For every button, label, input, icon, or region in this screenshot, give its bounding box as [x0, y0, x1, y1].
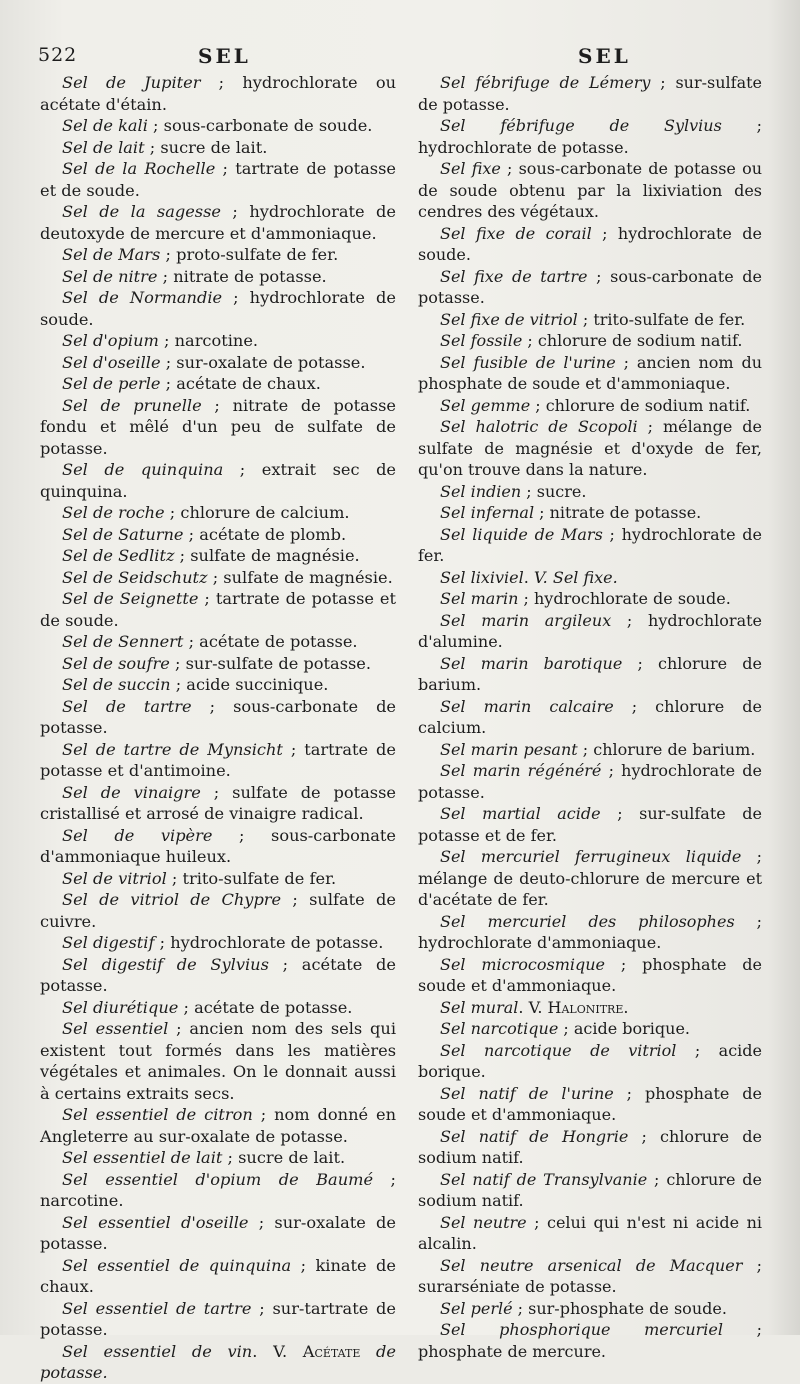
right-column — [418, 72, 762, 1362]
entry-definition: ; narcotine. — [40, 1169, 396, 1210]
entry-headword: Sel d'oseille — [62, 352, 161, 372]
dictionary-entry — [418, 72, 762, 115]
dictionary-entry — [40, 137, 396, 159]
dictionary-entry — [40, 1255, 396, 1298]
dictionary-entry — [418, 1040, 762, 1083]
dictionary-entry — [418, 115, 762, 158]
dictionary-entry — [40, 201, 396, 244]
entry-headword: Sel de la sagesse — [62, 202, 221, 221]
entry-definition: ; chlorure de sodium natif. — [418, 1126, 762, 1167]
entry-definition: . — [523, 567, 534, 587]
dictionary-entry — [418, 481, 762, 503]
entry-definition: ; sur-sulfate de potasse. — [169, 653, 372, 673]
dictionary-entry — [40, 330, 396, 352]
entry-definition: ; hydrochlorate de soude. — [418, 223, 762, 264]
entry-headword: Sel de nitre — [62, 266, 158, 286]
entry-headword: Sel fixe de corail — [440, 223, 592, 243]
entry-headword: Sel de tartre de Mynsicht — [62, 739, 283, 759]
entry-headword: Sel narcotique de vitriol — [440, 1040, 677, 1060]
dictionary-entry — [40, 158, 396, 201]
dictionary-entry — [40, 352, 396, 374]
entry-definition: ; hydrochlorate de potasse. — [418, 116, 762, 157]
dictionary-entry — [418, 416, 762, 481]
entry-definition: ; chlorure de calcium. — [418, 696, 762, 737]
entry-headword: Sel martial acide — [440, 804, 601, 823]
entry-headword: Sel de Mars — [62, 245, 161, 264]
entry-definition-tail: de potasse. — [40, 1341, 397, 1382]
entry-definition: ; tartrate de potasse et d'antimoine. — [40, 739, 396, 780]
dictionary-entry — [418, 588, 762, 610]
running-head-left: SEL — [198, 44, 251, 68]
entry-headword: Sel de vitriol de Chypre — [62, 890, 282, 909]
dictionary-entry — [40, 932, 396, 954]
entry-definition: ; nom donné en Angleterre au sur-oxalate de potasse. — [40, 1105, 396, 1146]
dictionary-entry — [418, 846, 762, 911]
entry-definition: ; tartrate de potasse et de soude. — [40, 159, 396, 200]
entry-headword: Sel essentiel de lait — [62, 1148, 223, 1167]
entry-definition: ; chlorure de sodium natif. — [530, 395, 751, 415]
entry-definition: ; sulfate de magnésie. — [207, 567, 393, 587]
entry-headword: Sel de tartre — [62, 696, 192, 716]
entry-definition: ; acétate de potasse. — [40, 954, 396, 995]
entry-definition: ; sulfate de potasse cristallisé et arrosé de vinaigre radical. — [40, 782, 396, 823]
entry-definition: ; chlorure de sodium natif. — [522, 331, 743, 350]
entry-headword: Sel microcosmique — [440, 954, 606, 974]
entry-headword: Sel essentiel de vin — [62, 1341, 253, 1361]
entry-headword: Sel de vinaigre — [62, 782, 201, 802]
entry-definition: ; sous-carbonate d'ammoniaque huileux. — [40, 825, 396, 866]
entry-headword: Sel fixe — [440, 159, 501, 178]
entry-headword: Sel fusible de l'urine — [440, 352, 616, 372]
dictionary-entry — [40, 868, 396, 890]
dictionary-entry — [418, 1255, 762, 1298]
entry-definition: ; nitrate de potasse. — [534, 503, 702, 522]
entry-headword: Sel de Normandie — [62, 288, 223, 307]
entry-headword: Sel fébrifuge de Lémery — [440, 73, 651, 92]
entry-headword: Sel lixiviel — [440, 567, 524, 587]
entry-headword: Sel essentiel de tartre — [62, 1298, 252, 1318]
entry-definition: ; sulfate de cuivre. — [40, 890, 396, 931]
entry-definition: ; chlorure de sodium natif. — [418, 1169, 762, 1210]
dictionary-entry — [40, 1104, 396, 1147]
dictionary-entry — [418, 1212, 762, 1255]
entry-headword: Sel de vipère — [62, 825, 213, 845]
entry-headword: Sel phosphorique mercuriel — [440, 1320, 723, 1339]
dictionary-entry — [418, 1319, 762, 1362]
dictionary-entry — [40, 696, 396, 739]
entry-definition: ; sous-carbonate de potasse ou de soude obtenu par la lixiviation des cendres des végétaux. — [418, 159, 762, 221]
dictionary-entry — [418, 309, 762, 331]
entry-definition: ; chlorure de barium. — [418, 653, 762, 694]
entry-definition: ; nitrate de potasse fondu et mêlé d'un peu de sulfate de potasse. — [40, 395, 396, 458]
entry-definition: ; hydrochlorate de potasse. — [418, 761, 763, 802]
dictionary-entry — [40, 1212, 396, 1255]
entry-definition: ; trito-sulfate de fer. — [166, 868, 337, 888]
dictionary-entry — [40, 1018, 396, 1104]
dictionary-entry — [418, 696, 762, 739]
dictionary-entry — [418, 1083, 762, 1126]
entry-definition: ; phosphate de mercure. — [418, 1320, 762, 1361]
entry-definition: ; acétate de plomb. — [183, 524, 347, 544]
dictionary-entry — [40, 545, 396, 567]
dictionary-entry — [418, 158, 762, 223]
dictionary-entry — [418, 330, 762, 352]
entry-headword: Sel de kali — [62, 116, 148, 135]
entry-headword: Sel digestif — [62, 933, 155, 952]
entry-definition: ; sur-oxalate de potasse. — [40, 1212, 396, 1253]
dictionary-entry — [40, 524, 396, 546]
entry-definition: ; acide borique. — [418, 1040, 763, 1081]
dictionary-entry — [40, 997, 396, 1019]
dictionary-entry — [418, 997, 762, 1019]
dictionary-entry — [418, 954, 762, 997]
entry-definition: ; acétate de potasse. — [178, 997, 353, 1017]
entry-definition: ; mélange de sulfate de magnésie et d'oxyde de fer, qu'on trouve dans la nature. — [418, 417, 762, 479]
entry-headword: Sel infernal — [440, 503, 535, 522]
dictionary-entry — [418, 567, 762, 589]
entry-headword: Sel marin régénéré — [440, 761, 602, 780]
entry-definition: ; sur-sulfate de potasse. — [418, 73, 762, 114]
entry-definition: ; mélange de deuto-chlorure de mercure et d'acétate de fer. — [418, 847, 762, 909]
entry-headword: Sel marin pesant — [440, 739, 578, 759]
dictionary-entry — [418, 1169, 762, 1212]
entry-headword: Sel essentiel de citron — [62, 1105, 253, 1124]
entry-definition: ; sur-phosphate de soude. — [512, 1298, 727, 1318]
dictionary-entry — [40, 674, 396, 696]
entry-definition: ; sucre. — [521, 481, 587, 501]
entry-headword: Sel essentiel de quinquina — [62, 1255, 292, 1275]
entry-headword: Sel mercuriel des philosophes — [440, 911, 735, 931]
entry-headword: Sel fixe de vitriol — [440, 309, 578, 329]
dictionary-entry — [40, 782, 396, 825]
entry-headword: Sel natif de l'urine — [440, 1083, 614, 1103]
entry-definition: ; hydrochlorate d'ammoniaque. — [418, 911, 762, 952]
entry-headword: Sel essentiel d'oseille — [62, 1212, 249, 1232]
dictionary-entry — [418, 1126, 762, 1169]
entry-definition: ; sulfate de magnésie. — [174, 546, 360, 565]
entry-definition: ; sur-sulfate de potasse et de fer. — [418, 804, 763, 845]
entry-headword: Sel de Jupiter — [62, 73, 201, 92]
entry-headword: Sel de vitriol — [62, 868, 167, 888]
entry-definition: ; hydrochlorate de soude. — [518, 589, 731, 608]
entry-definition: ; chlorure de barium. — [577, 739, 756, 759]
entry-headword: Sel de soufre — [62, 653, 170, 673]
dictionary-entry — [40, 1147, 396, 1169]
entry-definition: ; tartrate de potasse et de soude. — [40, 589, 396, 630]
dictionary-entry — [40, 115, 396, 137]
entry-definition: ; extrait sec de quinquina. — [40, 460, 397, 501]
dictionary-entry — [418, 911, 762, 954]
entry-headword: Sel gemme — [440, 395, 531, 415]
entry-headword: Sel essentiel — [62, 1019, 169, 1038]
entry-headword: Sel marin — [440, 589, 519, 608]
dictionary-entry — [40, 373, 396, 395]
dictionary-entry — [418, 803, 762, 846]
entry-definition: ; sur-tartrate de potasse. — [40, 1298, 396, 1339]
entry-headword: Sel fébrifuge de Sylvius — [440, 116, 722, 135]
entry-definition: ; acide borique. — [558, 1019, 690, 1038]
entry-headword: Sel essentiel d'opium de Baumé — [62, 1169, 374, 1189]
entry-crossref: V. Halonitre. — [528, 997, 629, 1017]
dictionary-entry — [418, 502, 762, 524]
entry-definition: ; narcotine. — [158, 331, 259, 350]
dictionary-entry — [40, 1341, 396, 1384]
entry-headword: Sel marin argileux — [440, 610, 612, 630]
entry-headword: Sel fixe de tartre — [440, 266, 588, 286]
dictionary-entry — [40, 739, 396, 782]
entry-definition: ; ancien nom du phosphate de soude et d'ammoniaque. — [418, 352, 762, 393]
dictionary-entry — [40, 266, 396, 288]
entry-headword: Sel de Seignette — [62, 589, 199, 608]
entry-definition: ; acétate de potasse. — [183, 632, 358, 651]
dictionary-entry — [418, 266, 762, 309]
dictionary-entry — [418, 1018, 762, 1040]
entry-headword: Sel fossile — [440, 331, 523, 350]
entry-definition: ; surarséniate de potasse. — [418, 1255, 762, 1296]
dictionary-entry — [40, 954, 396, 997]
dictionary-entry — [40, 502, 396, 524]
entry-definition: ; trito-sulfate de fer. — [577, 309, 746, 329]
entry-definition: . — [252, 1341, 274, 1361]
entry-definition: ; acétate de chaux. — [160, 374, 321, 393]
entry-headword: Sel halotric de Scopoli — [440, 417, 638, 436]
entry-crossref: V. Acétate — [273, 1341, 361, 1361]
entry-definition: ; sous-carbonate de soude. — [147, 116, 373, 135]
entry-headword: Sel neutre arsenical de Macquer — [440, 1255, 743, 1275]
entry-headword: Sel diurétique — [62, 997, 179, 1017]
entry-definition: ; celui qui n'est ni acide ni alcalin. — [418, 1212, 762, 1253]
dictionary-entry — [40, 287, 396, 330]
entry-headword: Sel d'opium — [62, 331, 159, 350]
dictionary-entry — [40, 588, 396, 631]
entry-definition: ; nitrate de potasse. — [157, 266, 327, 286]
dictionary-entry — [418, 352, 762, 395]
entry-definition: ; sucre de lait. — [222, 1148, 346, 1167]
entry-headword: Sel de Sedlitz — [62, 546, 175, 565]
entry-definition: ; ancien nom des sels qui existent tout formés dans les matières végétales et animales. On le donnait aussi à certains extraits secs. — [40, 1019, 396, 1103]
entry-definition: ; chlorure de calcium. — [164, 503, 350, 522]
dictionary-entry — [418, 760, 762, 803]
dictionary-entry — [418, 223, 762, 266]
dictionary-entry — [40, 653, 396, 675]
entry-definition: ; hydrochlorate d'alumine. — [418, 610, 762, 651]
page-number: 522 — [38, 44, 78, 66]
entry-definition: ; hydrochlorate ou acétate d'étain. — [40, 73, 396, 114]
entry-headword: Sel digestif de Sylvius — [62, 954, 269, 974]
dictionary-entry — [40, 825, 396, 868]
entry-definition: . — [518, 997, 529, 1017]
entry-headword: Sel de perle — [62, 374, 161, 393]
dictionary-entry — [40, 631, 396, 653]
entry-definition: ; hydrochlorate de potasse. — [154, 933, 384, 952]
entry-definition: ; phosphate de soude et d'ammoniaque. — [418, 954, 763, 995]
entry-headword: Sel de Sennert — [62, 632, 184, 651]
entry-headword: Sel marin calcaire — [440, 696, 614, 716]
dictionary-entry — [40, 72, 396, 115]
dictionary-entry — [40, 459, 396, 502]
entry-definition: ; hydrochlorate de fer. — [418, 524, 763, 565]
entry-definition: ; sous-carbonate de potasse. — [40, 696, 397, 737]
entry-definition: ; hydrochlorate de soude. — [40, 288, 396, 329]
entry-headword: Sel neutre — [440, 1212, 527, 1232]
entry-headword: Sel de prunelle — [62, 395, 202, 415]
dictionary-entry — [418, 524, 762, 567]
entry-definition: ; phosphate de soude et d'ammoniaque. — [418, 1083, 763, 1124]
entry-headword: Sel mercuriel ferrugineux liquide — [440, 847, 742, 866]
entry-definition: ; proto-sulfate de fer. — [160, 245, 339, 264]
entry-definition: ; kinate de chaux. — [40, 1255, 396, 1296]
dictionary-entry — [418, 395, 762, 417]
dictionary-entry — [418, 1298, 762, 1320]
entry-headword: Sel natif de Hongrie — [440, 1126, 629, 1146]
dictionary-entry — [40, 1298, 396, 1341]
running-head-right: SEL — [578, 44, 631, 68]
dictionary-entry — [40, 1169, 396, 1212]
dictionary-entry — [40, 889, 396, 932]
entry-headword: Sel de lait — [62, 137, 145, 157]
entry-headword: Sel de Seidschutz — [62, 567, 208, 587]
entry-headword: Sel de roche — [62, 503, 165, 522]
entry-headword: Sel narcotique — [440, 1019, 559, 1038]
entry-headword: Sel perlé — [440, 1298, 513, 1318]
entry-headword: Sel de Saturne — [62, 524, 184, 544]
dictionary-entry — [40, 244, 396, 266]
entry-definition: ; sur-oxalate de potasse. — [160, 352, 366, 372]
entry-definition: ; sous-carbonate de potasse. — [418, 266, 763, 307]
entry-headword: Sel de succin — [62, 675, 171, 694]
entry-crossref: V. Sel fixe. — [533, 567, 618, 587]
entry-headword: Sel natif de Transylvanie — [440, 1169, 648, 1189]
dictionary-entry — [418, 739, 762, 761]
entry-definition: ; hydrochlorate de deutoxyde de mercure et d'ammoniaque. — [40, 202, 396, 243]
entry-headword: Sel marin barotique — [440, 653, 623, 673]
dictionary-entry — [418, 653, 762, 696]
entry-headword: Sel mural — [440, 997, 519, 1017]
entry-headword: Sel de la Rochelle — [62, 159, 216, 178]
dictionary-entry — [40, 567, 396, 589]
dictionary-entry — [40, 395, 396, 460]
entry-headword: Sel indien — [440, 481, 522, 501]
entry-headword: Sel liquide de Mars — [440, 524, 603, 544]
dictionary-entry — [418, 610, 762, 653]
entry-headword: Sel de quinquina — [62, 460, 224, 479]
entry-definition: ; sucre de lait. — [144, 137, 268, 157]
left-column — [40, 72, 396, 1384]
entry-definition: ; acide succinique. — [170, 675, 329, 694]
page-header — [0, 44, 800, 70]
